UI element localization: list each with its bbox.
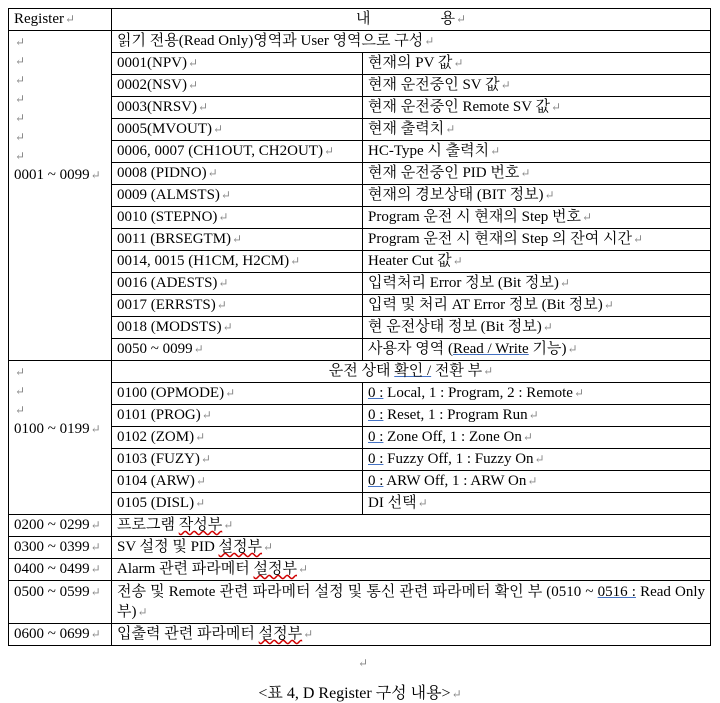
register-address: 0016 (ADESTS)↵ <box>112 273 363 295</box>
register-address: 0101 (PROG)↵ <box>112 405 363 427</box>
register-address: 0009 (ALMSTS)↵ <box>112 185 363 207</box>
table-row <box>9 383 711 405</box>
register-address: 0100 (OPMODE)↵ <box>112 383 363 405</box>
table-row <box>9 361 711 383</box>
table-row <box>9 119 711 141</box>
register-address: 0010 (STEPNO)↵ <box>112 207 363 229</box>
register-desc: Program 운전 시 현재의 Step 의 잔여 시간↵ <box>363 229 711 251</box>
register-range: 0600 ~ 0699↵ <box>9 624 112 646</box>
table-header-row <box>9 9 711 31</box>
table-row <box>9 405 711 427</box>
register-desc: 현재 운전중인 Remote SV 값↵ <box>363 97 711 119</box>
register-desc: 입력 및 처리 AT Error 정보 (Bit 정보)↵ <box>363 295 711 317</box>
register-desc: 현재의 경보상태 (BIT 정보)↵ <box>363 185 711 207</box>
register-address: 0018 (MODSTS)↵ <box>112 317 363 339</box>
table-row <box>9 251 711 273</box>
range-0001-0099: ↵ ↵ ↵ ↵ ↵ ↵ ↵ 0001 ~ 0099↵ <box>9 31 112 361</box>
register-desc: HC-Type 시 출력치↵ <box>363 141 711 163</box>
register-desc: 현 운전상태 정보 (Bit 정보)↵ <box>363 317 711 339</box>
register-address: 0050 ~ 0099↵ <box>112 339 363 361</box>
table-row <box>9 624 711 646</box>
register-address: 0002(NSV)↵ <box>112 75 363 97</box>
table-row <box>9 317 711 339</box>
range-desc: Alarm 관련 파라메터 설정부↵ <box>112 559 711 581</box>
table-row <box>9 141 711 163</box>
register-address: 0003(NRSV)↵ <box>112 97 363 119</box>
register-range: 0300 ~ 0399↵ <box>9 537 112 559</box>
range-desc: SV 설정 및 PID 설정부↵ <box>112 537 711 559</box>
register-address: 0102 (ZOM)↵ <box>112 427 363 449</box>
register-desc: Heater Cut 값↵ <box>363 251 711 273</box>
range-desc: 프로그램 작성부↵ <box>112 515 711 537</box>
register-address: 0011 (BRSEGTM)↵ <box>112 229 363 251</box>
register-address: 0001(NPV)↵ <box>112 53 363 75</box>
table-row <box>9 163 711 185</box>
register-desc: 현재 출력치↵ <box>363 119 711 141</box>
table-row <box>9 339 711 361</box>
table-row <box>9 185 711 207</box>
register-desc: Program 운전 시 현재의 Step 번호↵ <box>363 207 711 229</box>
table-row <box>9 75 711 97</box>
table-row <box>9 471 711 493</box>
section1-title: 읽기 전용(Read Only)영역과 User 영역으로 구성↵ <box>112 31 711 53</box>
table-row <box>9 229 711 251</box>
table-row <box>9 537 711 559</box>
register-address: 0005(MVOUT)↵ <box>112 119 363 141</box>
table-row <box>9 97 711 119</box>
register-address: 0014, 0015 (H1CM, H2CM)↵ <box>112 251 363 273</box>
register-desc: 0 : Fuzzy Off, 1 : Fuzzy On↵ <box>363 449 711 471</box>
register-desc: 현재 운전중인 SV 값↵ <box>363 75 711 97</box>
header-register: Register↵ <box>9 9 112 31</box>
table-caption: <표 4, D Register 구성 내용>↵ <box>258 685 462 702</box>
table-row <box>9 515 711 537</box>
header-content: 내 용↵ <box>112 9 711 31</box>
register-desc: 현재 운전중인 PID 번호↵ <box>363 163 711 185</box>
range-desc: 입출력 관련 파라메터 설정부↵ <box>112 624 711 646</box>
register-address: 0105 (DISL)↵ <box>112 493 363 515</box>
section2-title: 운전 상태 확인 / 전환 부↵ <box>112 361 711 383</box>
table-row <box>9 427 711 449</box>
table-row <box>9 493 711 515</box>
register-address: 0008 (PIDNO)↵ <box>112 163 363 185</box>
register-desc: DI 선택↵ <box>363 493 711 515</box>
register-address: 0017 (ERRSTS)↵ <box>112 295 363 317</box>
table-row <box>9 559 711 581</box>
register-address: 0103 (FUZY)↵ <box>112 449 363 471</box>
d-register-table <box>8 8 711 646</box>
range-desc: 전송 및 Remote 관련 파라메터 설정 및 통신 관련 파라메터 확인 부 (0510 ~ 0516 : Read Only 부)↵ <box>112 581 711 624</box>
register-address: 0006, 0007 (CH1OUT, CH2OUT)↵ <box>112 141 363 163</box>
table-row <box>9 295 711 317</box>
table-row <box>9 53 711 75</box>
register-desc: 현재의 PV 값↵ <box>363 53 711 75</box>
register-desc: 0 : Reset, 1 : Program Run↵ <box>363 405 711 427</box>
register-range: 0400 ~ 0499↵ <box>9 559 112 581</box>
register-desc: 0 : Local, 1 : Program, 2 : Remote↵ <box>363 383 711 405</box>
register-address: 0104 (ARW)↵ <box>112 471 363 493</box>
register-desc: 사용자 영역 (Read / Write 기능)↵ <box>363 339 711 361</box>
register-desc: 0 : ARW Off, 1 : ARW On↵ <box>363 471 711 493</box>
table-row <box>9 207 711 229</box>
table-row <box>9 273 711 295</box>
register-desc: 0 : Zone Off, 1 : Zone On↵ <box>363 427 711 449</box>
register-range: 0200 ~ 0299↵ <box>9 515 112 537</box>
table-row <box>9 581 711 624</box>
table-row <box>9 449 711 471</box>
register-range: 0500 ~ 0599↵ <box>9 581 112 624</box>
table-row <box>9 31 711 53</box>
range-0100-0199: ↵ ↵ ↵ 0100 ~ 0199↵ <box>9 361 112 515</box>
paragraph-mark: ↵ <box>358 656 369 670</box>
register-desc: 입력처리 Error 정보 (Bit 정보)↵ <box>363 273 711 295</box>
